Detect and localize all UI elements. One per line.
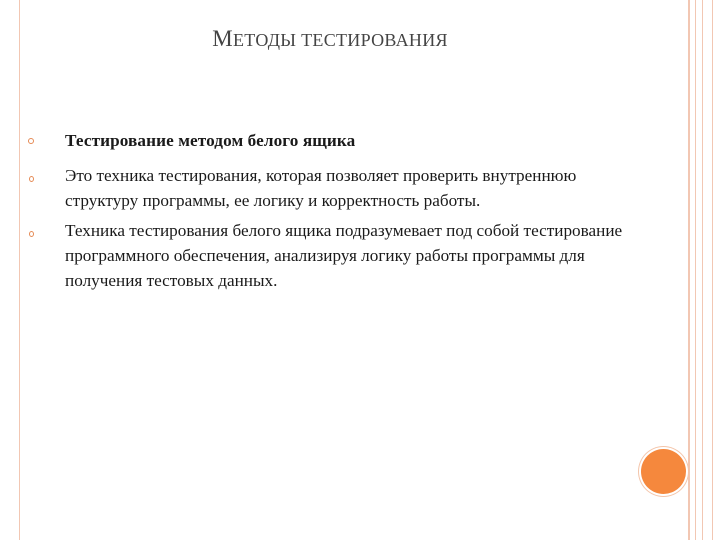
decorative-right-strip [689,0,720,540]
bullet-text-1: Тестирование методом белого ящика [65,131,356,150]
orange-circle-decoration-icon [641,449,686,494]
slide-title [0,26,660,52]
title-first-letter: М [212,26,233,51]
circle-bullet-icon [28,138,34,144]
circle-bullet-icon [29,231,34,237]
slide-content [65,128,625,298]
circle-bullet-icon [29,176,34,182]
bullet-item-1 [65,128,625,153]
title-rest: ЕТОДЫ ТЕСТИРОВАНИЯ [232,30,448,50]
bullet-text-2: Это техника тестирования, которая позволяет проверить внутреннюю структуру программы, ее логику и корректность работы. [65,166,577,210]
bullet-item-3 [65,218,625,293]
bullet-text-3: Техника тестирования белого ящика подразумевает под собой тестирование программного обеспечения, анализируя логику работы программы для получения тестовых данных. [65,221,623,290]
bullet-item-2 [65,163,625,213]
